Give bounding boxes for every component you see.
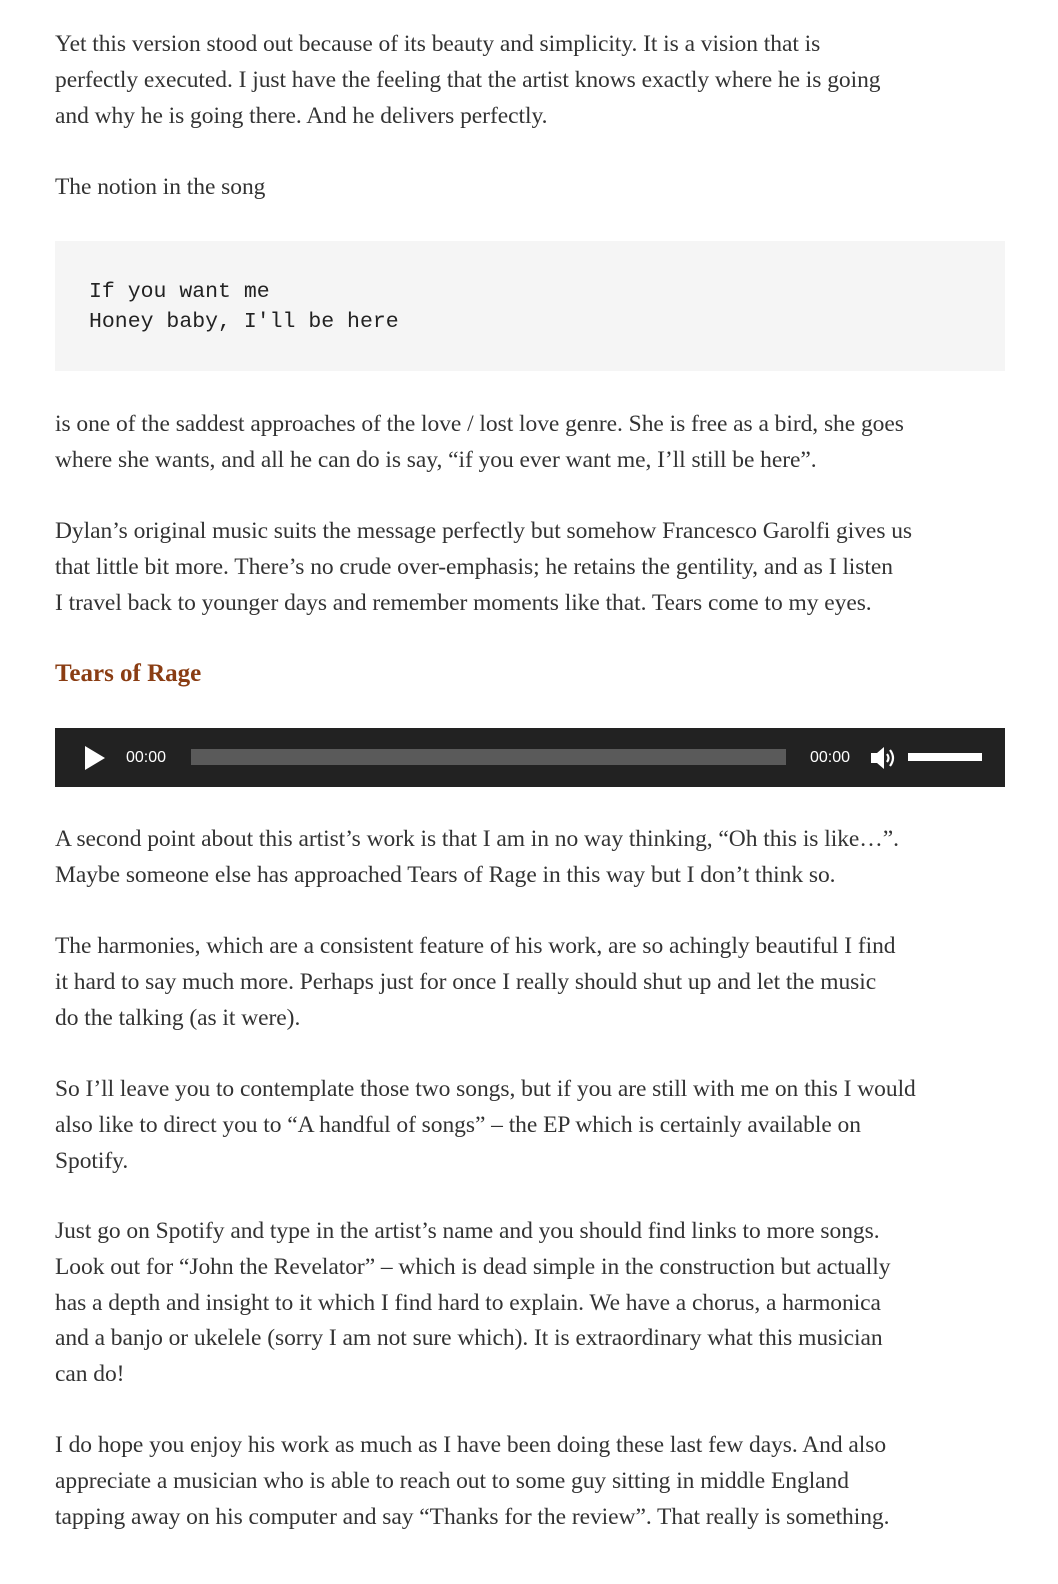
speaker-icon (869, 744, 899, 772)
article-paragraph: Yet this version stood out because of its beauty and simplicity. It is a vision that is perfectly executed. I just have the feeling that the artist knows exactly where he is going and why he is going there. And he delivers perfectly. (55, 31, 881, 129)
progress-rail[interactable] (191, 749, 786, 765)
audio-player (55, 728, 1005, 787)
play-icon (83, 745, 107, 771)
play-button[interactable] (83, 745, 107, 771)
song-heading: Tears of Rage (55, 660, 202, 687)
article-paragraph: So I’ll leave you to contemplate those two songs, but if you are still with me on this I would also like to direct you to “A handful of songs” – the EP which is certainly available on Spotify. (55, 1076, 916, 1174)
article-paragraph: The notion in the song (55, 174, 266, 200)
article-paragraph: I do hope you enjoy his work as much as I have been doing these last few days. And also appreciate a musician who is able to reach out to some guy sitting in middle England tapping away on his computer and say “Thanks for the review”. That really is something. (55, 1432, 890, 1530)
volume-fill (908, 753, 982, 761)
article-paragraph: Just go on Spotify and type in the artist’s name and you should find links to more songs. Look out for “John the Revelator” – which is dead simple in the construction but actually has a depth and insight to it which I find hard to explain. We have a chorus, a harmonica and a banjo or ukelele (sorry I am not sure which). It is extraordinary what this musician can do! (55, 1218, 891, 1388)
article-paragraph: The harmonies, which are a consistent feature of his work, are so achingly beautiful I find it hard to say much more. Perhaps just for once I really should shut up and let the music do the talking (as it were). (55, 933, 896, 1031)
mute-button[interactable] (869, 744, 899, 772)
article-paragraph: Dylan’s original music suits the message perfectly but somehow Francesco Garolfi gives us that little bit more. There’s no crude over-emphasis; he retains the gentility, and as I listen I travel back to younger days and remember moments like that. Tears come to my eyes. (55, 518, 913, 616)
lyrics-code-block (55, 241, 1005, 371)
volume-slider[interactable] (908, 748, 982, 768)
article-paragraph: A second point about this artist’s work is that I am in no way thinking, “Oh this is like…”. Maybe someone else has approached Tears of Rage in this way but I don’t think so. (55, 826, 899, 888)
current-time: 00:00 (126, 749, 167, 766)
lyrics-line: Honey baby, I'll be here (89, 310, 399, 334)
article-paragraph: is one of the saddest approaches of the love / lost love genre. She is free as a bird, she goes where she wants, and all he can do is say, “if you ever want me, I’ll still be here”. (55, 411, 904, 473)
volume-track (908, 753, 982, 761)
duration-time: 00:00 (810, 749, 851, 766)
lyrics-line: If you want me (89, 280, 270, 304)
